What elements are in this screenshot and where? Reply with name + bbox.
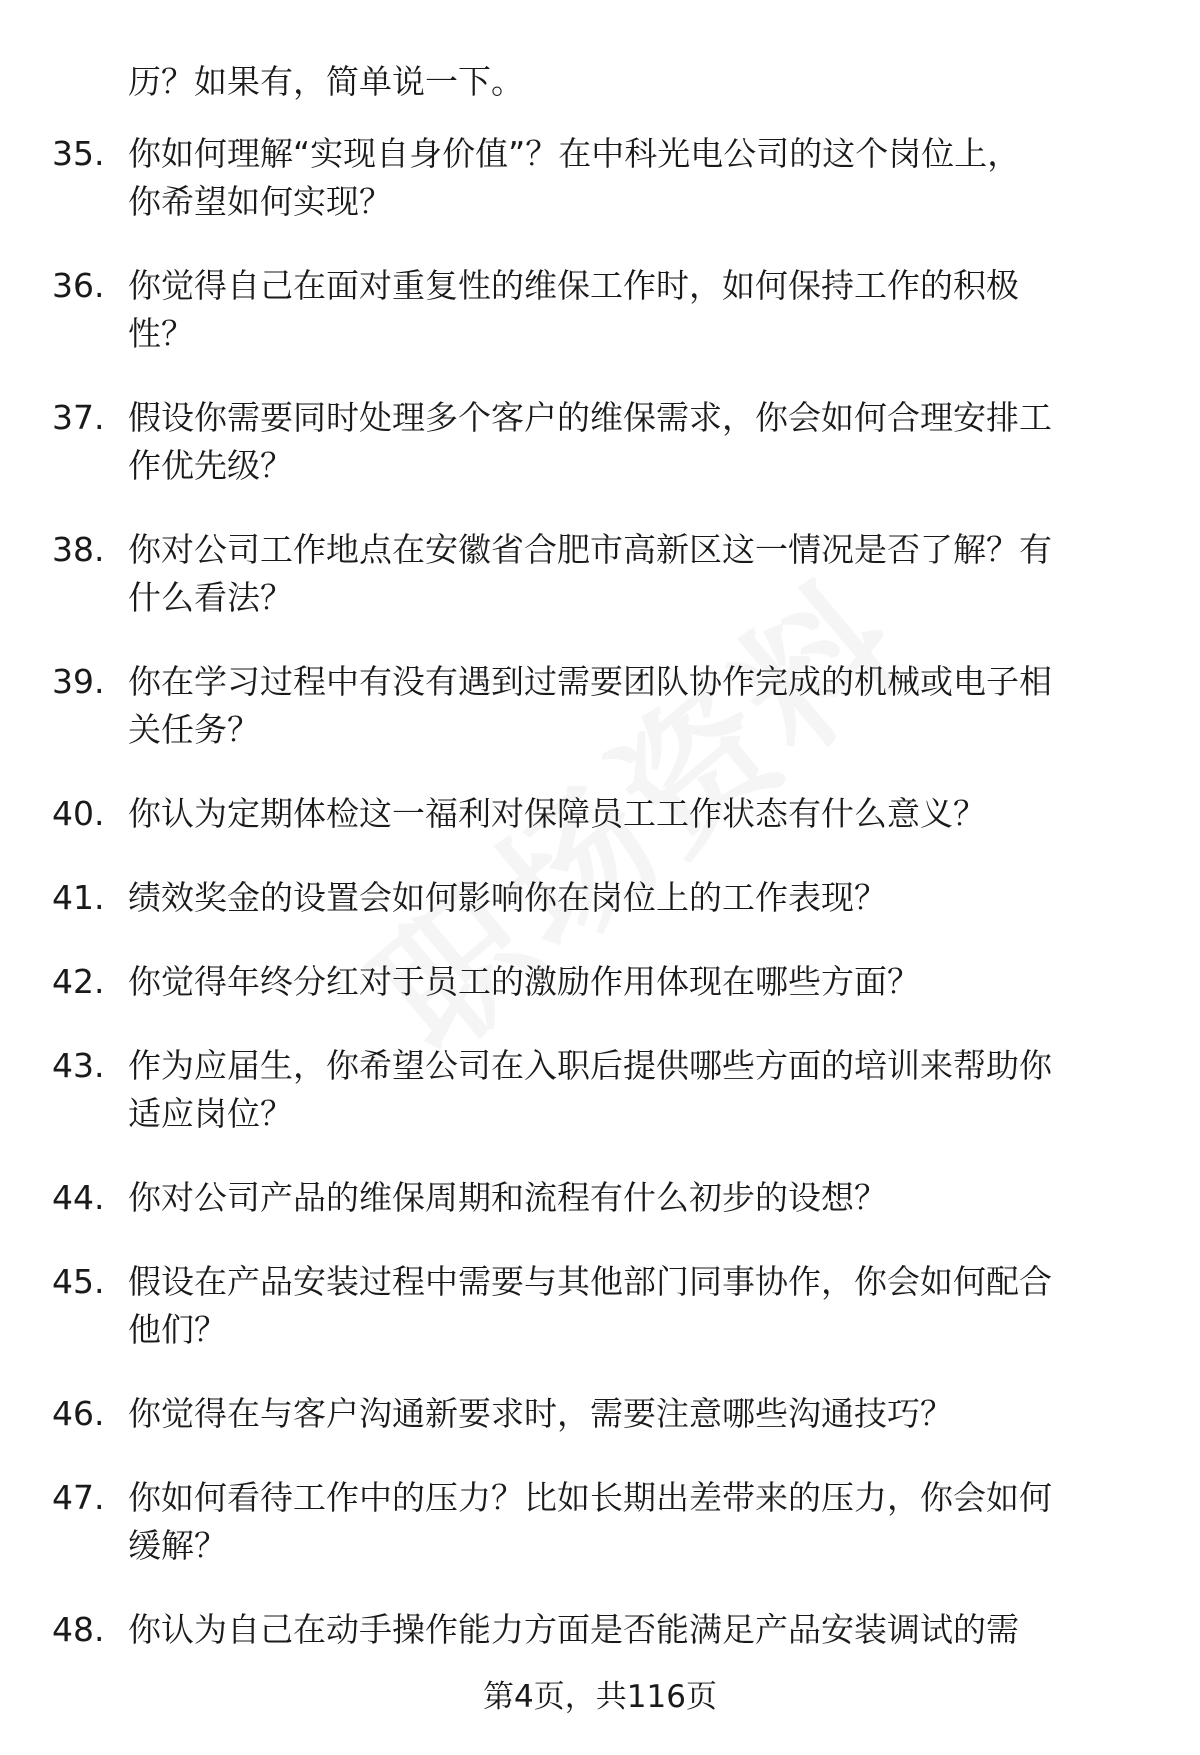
question-text-line: 缓解？	[128, 1526, 227, 1565]
question-text	[128, 262, 1148, 358]
question-text-line: 什么看法？	[128, 578, 293, 617]
question-list	[0, 130, 1200, 1690]
question-item	[0, 958, 1148, 1006]
question-number: 37.	[52, 398, 105, 437]
question-text-line: 适应岗位？	[128, 1094, 293, 1133]
question-text	[128, 394, 1148, 490]
question-number: 42.	[52, 962, 105, 1001]
question-text-line: 你如何看待工作中的压力？比如长期出差带来的压力，你会如何	[128, 1478, 1052, 1517]
question-number: 48.	[52, 1610, 105, 1649]
question-text	[128, 1390, 1148, 1438]
question-text-line: 你如何理解“实现自身价值”？在中科光电公司的这个岗位上，	[128, 134, 1021, 173]
question-item	[0, 874, 1148, 922]
question-item	[0, 394, 1148, 490]
question-text	[128, 658, 1148, 754]
question-text-line: 性？	[128, 314, 194, 353]
question-text	[128, 958, 1148, 1006]
question-text	[128, 526, 1148, 622]
question-item	[0, 1258, 1148, 1354]
question-number: 45.	[52, 1262, 105, 1301]
question-text	[128, 1606, 1148, 1654]
question-text	[128, 1258, 1148, 1354]
question-item	[0, 1474, 1148, 1570]
question-number: 39.	[52, 662, 105, 701]
question-text-line: 假设在产品安装过程中需要与其他部门同事协作，你会如何配合	[128, 1262, 1052, 1301]
question-text	[128, 1042, 1148, 1138]
continued-question-text: 历？如果有，简单说一下。	[128, 62, 524, 101]
page-footer: 第4页，共116页	[483, 1679, 717, 1715]
question-text	[128, 874, 1148, 922]
question-item	[0, 130, 1148, 226]
question-text-line: 关任务？	[128, 710, 260, 749]
question-item	[0, 1174, 1148, 1222]
question-item	[0, 262, 1148, 358]
question-item	[0, 790, 1148, 838]
question-text	[128, 1174, 1148, 1222]
question-text-line: 他们？	[128, 1310, 227, 1349]
question-text-line: 作为应届生，你希望公司在入职后提供哪些方面的培训来帮助你	[128, 1046, 1052, 1085]
question-text-line: 你认为自己在动手操作能力方面是否能满足产品安装调试的需	[128, 1610, 1019, 1649]
question-text-line: 你在学习过程中有没有遇到过需要团队协作完成的机械或电子相	[128, 662, 1052, 701]
question-text	[128, 130, 1148, 226]
question-number: 40.	[52, 794, 105, 833]
question-text-line: 你觉得年终分红对于员工的激励作用体现在哪些方面？	[128, 962, 920, 1001]
question-number: 38.	[52, 530, 105, 569]
question-number: 41.	[52, 878, 105, 917]
question-text-line: 你对公司产品的维保周期和流程有什么初步的设想？	[128, 1178, 887, 1217]
question-number: 46.	[52, 1394, 105, 1433]
question-text-line: 你觉得在与客户沟通新要求时，需要注意哪些沟通技巧？	[128, 1394, 953, 1433]
question-text-line: 绩效奖金的设置会如何影响你在岗位上的工作表现？	[128, 878, 887, 917]
question-text-line: 你认为定期体检这一福利对保障员工工作状态有什么意义？	[128, 794, 986, 833]
question-text-line: 你希望如何实现？	[128, 182, 392, 221]
question-item	[0, 658, 1148, 754]
question-text	[128, 790, 1148, 838]
question-item	[0, 1042, 1148, 1138]
question-text-line: 假设你需要同时处理多个客户的维保需求，你会如何合理安排工	[128, 398, 1052, 437]
question-text-line: 你对公司工作地点在安徽省合肥市高新区这一情况是否了解？有	[128, 530, 1052, 569]
question-number: 35.	[52, 134, 105, 173]
question-text-line: 作优先级？	[128, 446, 293, 485]
question-item	[0, 1606, 1148, 1654]
question-text	[128, 1474, 1148, 1570]
question-item	[0, 1390, 1148, 1438]
question-number: 47.	[52, 1478, 105, 1517]
question-text-line: 你觉得自己在面对重复性的维保工作时，如何保持工作的积极	[128, 266, 1019, 305]
question-number: 44.	[52, 1178, 105, 1217]
question-number: 36.	[52, 266, 105, 305]
question-item	[0, 526, 1148, 622]
question-number: 43.	[52, 1046, 105, 1085]
